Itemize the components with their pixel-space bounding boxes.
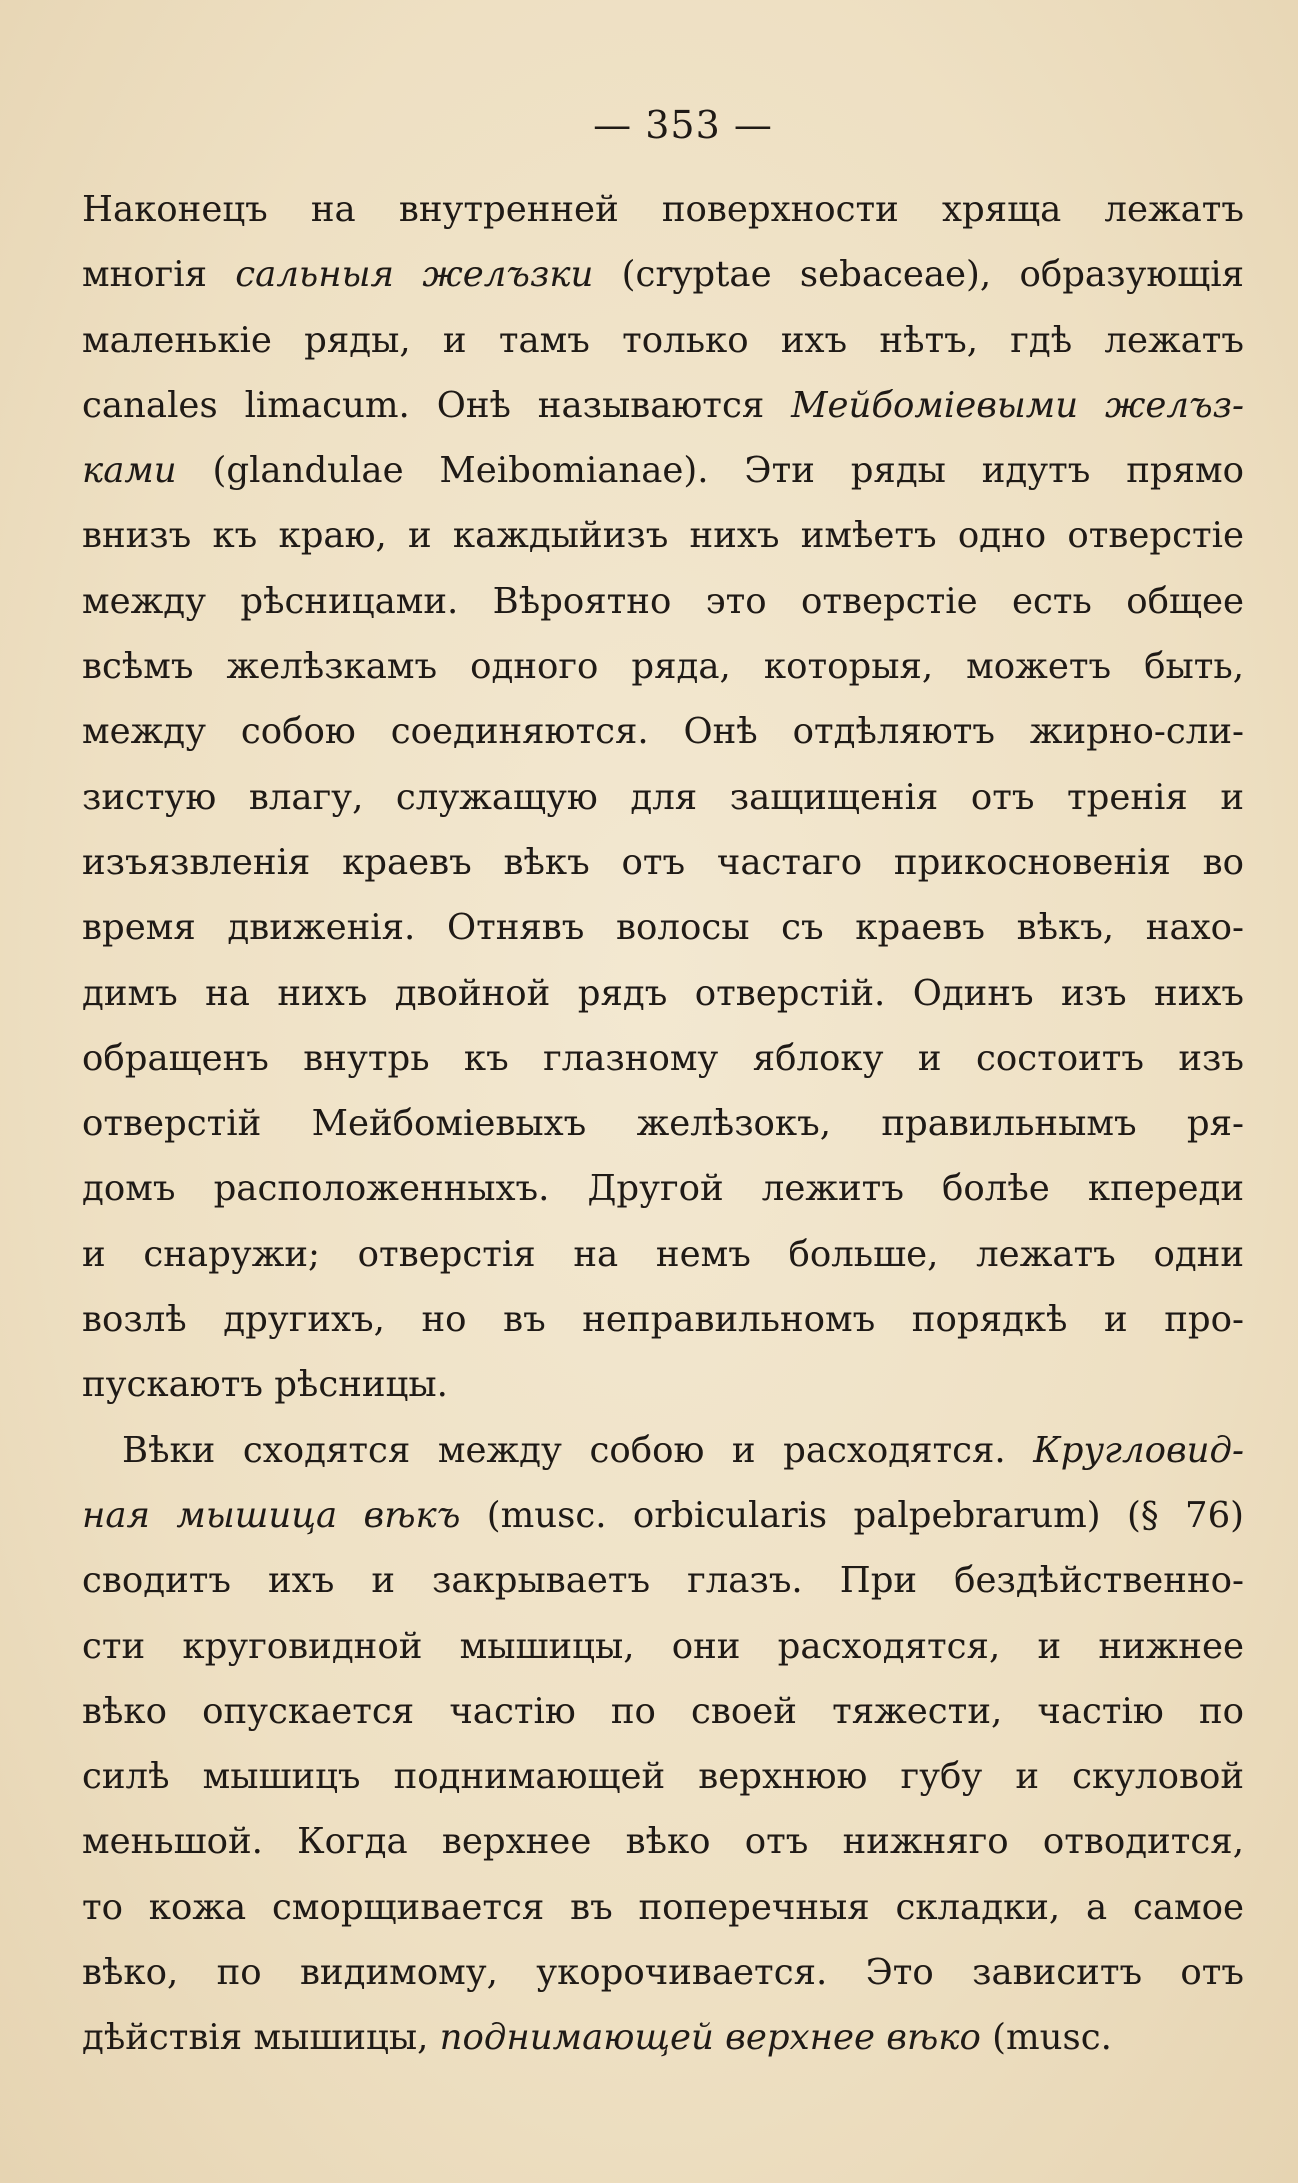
italic-term: ками	[82, 450, 177, 492]
text-line	[82, 830, 1244, 895]
text-segment: Наконецъ на внутренней поверхности хряща лежатъ	[82, 189, 1244, 230]
text-segment: многія	[82, 254, 236, 296]
text-segment: сводитъ ихъ и закрываетъ глазъ. При бездѣйственно-	[82, 1560, 1244, 1602]
text-segment: и снаружи; отверстія на немъ больше, лежатъ одни	[82, 1233, 1244, 1275]
text-segment: canales limacum. Онѣ называются	[82, 384, 792, 426]
text-line	[82, 1614, 1244, 1679]
text-segment: (cryptae sebaceae), образующія	[593, 254, 1244, 296]
text-segment: отверстій Мейбоміевыхъ желѣзокъ, правильнымъ ря-	[82, 1103, 1244, 1145]
text-line	[82, 1483, 1244, 1548]
text-line	[82, 699, 1244, 764]
text-line	[82, 177, 1244, 242]
text-line	[82, 1156, 1244, 1221]
text-line	[82, 961, 1244, 1026]
text-segment: время движенія. Отнявъ волосы съ краевъ вѣкъ, нахо-	[82, 907, 1244, 949]
text-line	[82, 2005, 1244, 2070]
text-line	[82, 1287, 1244, 1352]
text-segment: зистую влагу, служащую для защищенія отъ тренія и	[82, 776, 1244, 818]
text-line	[82, 1418, 1244, 1483]
paragraph	[82, 177, 1244, 1418]
text-segment: между рѣсницами. Вѣроятно это отверстіе есть общее	[82, 580, 1244, 622]
text-line	[82, 1026, 1244, 1091]
text-segment: между собою соединяются. Онѣ отдѣляютъ жирно-сли-	[82, 711, 1244, 753]
text-line	[82, 569, 1244, 634]
text-line	[82, 438, 1244, 503]
text-line	[82, 503, 1244, 568]
italic-term: Мейбоміевыми желъз-	[791, 384, 1244, 426]
text-segment: димъ на нихъ двойной рядъ отверстій. Одинъ изъ нихъ	[82, 972, 1244, 1014]
italic-term: поднимающей верхнее вѣко	[439, 2017, 981, 2059]
text-segment: (glandulae Meibomianae). Эти ряды идутъ прямо	[176, 450, 1244, 492]
text-line	[82, 895, 1244, 960]
text-segment: пускаютъ рѣсницы.	[82, 1364, 448, 1406]
text-segment: меньшой. Когда верхнее вѣко отъ нижняго отводится,	[82, 1821, 1244, 1863]
text-line	[82, 634, 1244, 699]
text-line	[82, 1744, 1244, 1809]
text-body	[82, 177, 1244, 2071]
text-line	[82, 1940, 1244, 2005]
text-segment: (musc.	[980, 2017, 1112, 2059]
text-segment: то кожа сморщивается въ поперечныя складки, а самое	[82, 1886, 1244, 1928]
text-line	[82, 1352, 1244, 1417]
paragraph	[82, 1418, 1244, 2071]
italic-term: Кругловид-	[1033, 1429, 1244, 1471]
text-segment: внизъ къ краю, и каждыйизъ нихъ имѣетъ одно отверстіе	[82, 515, 1244, 557]
text-segment: обращенъ внутрь къ глазному яблоку и состоитъ изъ	[82, 1037, 1244, 1079]
text-segment: вѣко опускается частію по своей тяжести, частію по	[82, 1690, 1244, 1732]
text-line	[82, 308, 1244, 373]
page-number: — 353 —	[593, 103, 773, 147]
text-line	[82, 1679, 1244, 1744]
text-segment: маленькіе ряды, и тамъ только ихъ нѣтъ, гдѣ лежатъ	[82, 319, 1244, 361]
text-segment: домъ расположенныхъ. Другой лежитъ болѣе кпереди	[82, 1168, 1244, 1210]
text-segment: силѣ мышицъ поднимающей верхнюю губу и скуловой	[82, 1756, 1244, 1798]
text-line	[82, 1548, 1244, 1613]
text-line	[82, 1222, 1244, 1287]
text-line	[82, 373, 1244, 438]
text-segment: всѣмъ желѣзкамъ одного ряда, которыя, можетъ быть,	[82, 646, 1244, 688]
text-segment: Вѣки сходятся между собою и расходятся.	[122, 1429, 1034, 1471]
text-segment: вѣко, по видимому, укорочивается. Это зависитъ отъ	[82, 1952, 1244, 1994]
text-line	[82, 1809, 1244, 1874]
text-line	[82, 1875, 1244, 1940]
text-line	[82, 765, 1244, 830]
text-segment: изъязвленія краевъ вѣкъ отъ частаго прикосновенія во	[82, 841, 1244, 883]
text-line	[82, 1091, 1244, 1156]
text-segment: дѣйствія мышицы,	[82, 2017, 440, 2059]
italic-term: ная мышица вѣкъ	[82, 1494, 461, 1536]
text-segment: возлѣ другихъ, но въ неправильномъ порядкѣ и про-	[82, 1299, 1244, 1341]
text-segment: сти круговидной мышицы, они расходятся, и нижнее	[82, 1625, 1244, 1667]
text-segment: (musc. orbicularis palpebrarum) (§ 76)	[460, 1494, 1244, 1536]
italic-term: сальныя желъзки	[235, 254, 594, 296]
text-line	[82, 242, 1244, 307]
